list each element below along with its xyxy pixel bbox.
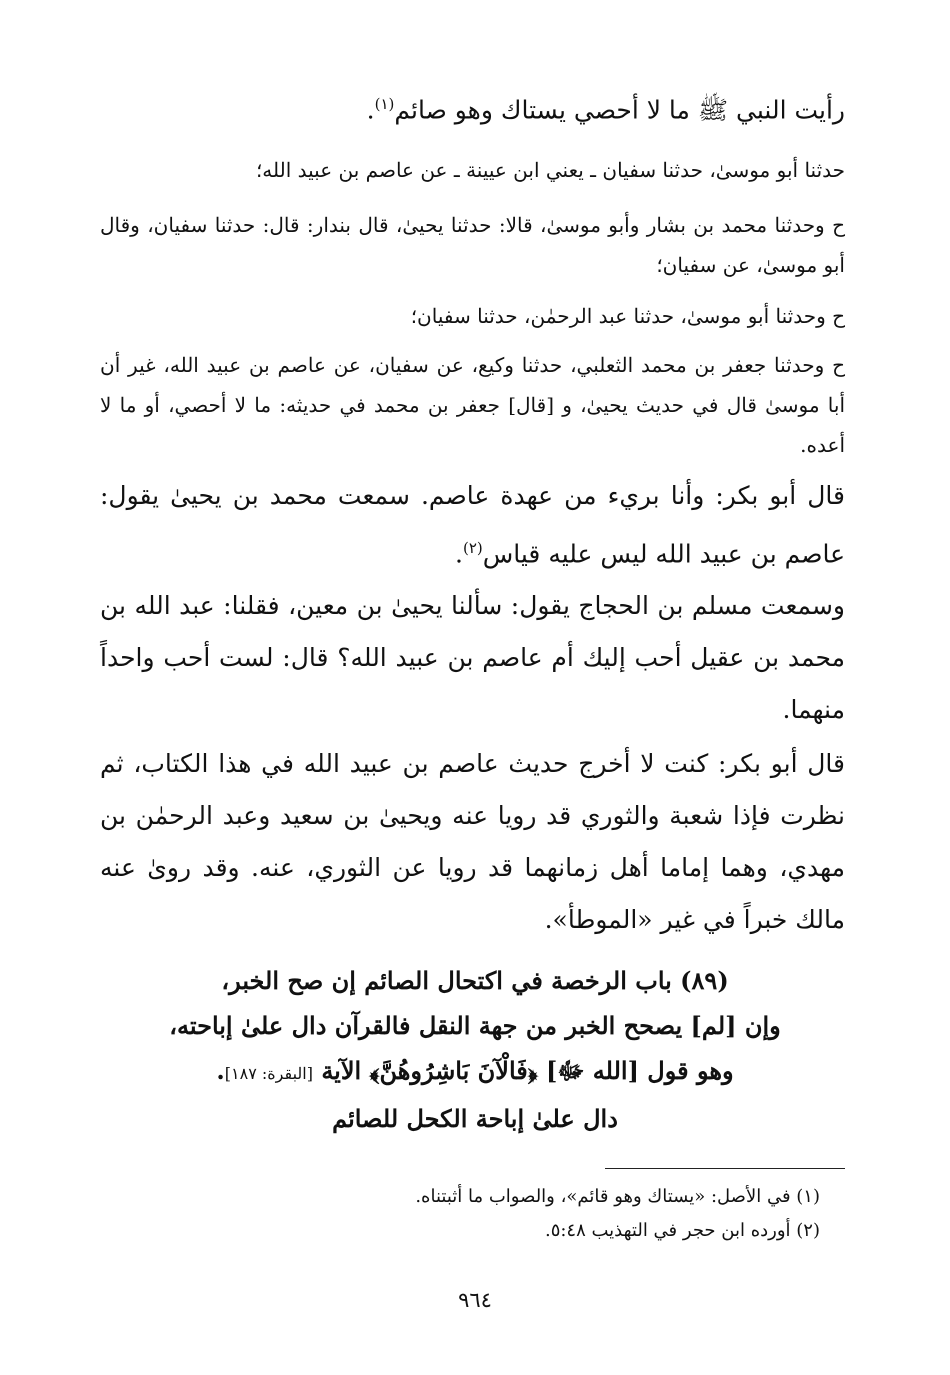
paragraph-3: ح وحدثنا محمد بن بشار وأبو موسىٰ، قالا: حدثنا يحيىٰ، قال بندار: قال: حدثنا سفيان، وقال أبو موسىٰ، عن سفيان؛ <box>100 213 845 277</box>
paragraph-1-text: رأيت النبي ﷺ ما لا أحصي يستاك وهو صائم <box>394 95 845 125</box>
page-number: ٩٦٤ <box>458 1288 492 1312</box>
footnote-separator <box>605 1168 845 1169</box>
paragraph-6-end: . <box>455 539 463 569</box>
quran-reference: [البقرة: ١٨٧] <box>224 1064 313 1083</box>
paragraph-8: قال أبو بكر: كنت لا أخرج حديث عاصم بن عبيد الله في هذا الكتاب، ثم نظرت فإذا شعبة والثوري قد رويا عنه ويحيىٰ بن سعيد وعبد الرحمٰن بن مهدي، وهما إماما أهل زمانهما قد رويا عن الثوري، عنه. وقد روىٰ عنه مالك خبراً في غير «الموطأ». <box>100 749 845 934</box>
heading-line-3 <box>100 1048 850 1096</box>
paragraph-5: ح وحدثنا جعفر بن محمد الثعلبي، حدثنا وكيع، عن سفيان، عن عاصم بن عبيد الله، غير أن أبا موسىٰ قال في حديث يحيىٰ، و [قال] جعفر بن محمد في حديثه: ما لا أحصي، أو ما لا أعده. <box>100 353 845 457</box>
heading-line-3-end: . <box>216 1056 225 1085</box>
heading-line-2: وإن [لم] يصحح الخبر من جهة النقل فالقرآن دال علىٰ إباحته، <box>169 1011 781 1040</box>
paragraph-4: ح وحدثنا أبو موسىٰ، حدثنا عبد الرحمٰن، حدثنا سفيان؛ <box>410 304 845 328</box>
paragraph-1-end: . <box>366 95 375 125</box>
paragraph-6-text: قال أبو بكر: وأنا بريء من عهدة عاصم. سمعت محمد بن يحيىٰ يقول: عاصم بن عبيد الله ليس عليه قياس <box>100 481 845 569</box>
footnote-ref-1: (١) <box>374 95 395 113</box>
paragraph-6 <box>100 470 845 580</box>
paragraph-7: وسمعت مسلم بن الحجاج يقول: سألنا يحيىٰ بن معين، فقلنا: عبد الله بن محمد بن عقيل أحب إليك أم عاصم بن عبيد الله؟ قال: لست أحب واحداً منهما. <box>100 591 845 724</box>
footnote-ref-2: (٢) <box>462 539 483 557</box>
footnote-1: (١) في الأصل: «يستاك وهو قائم»، والصواب ما أثبتناه. <box>415 1186 820 1207</box>
footnote-2: (٢) أورده ابن حجر في التهذيب ٥:٤٨. <box>544 1220 820 1241</box>
heading-line-4: دال علىٰ إباحة الكحل للصائم <box>332 1104 618 1133</box>
chapter-heading <box>100 958 850 1141</box>
heading-line-3-text: وهو قول [الله ﷻ] ﴿فَالْآنَ بَاشِرُوهُنَّ﴾ الآية <box>321 1056 734 1085</box>
footnotes <box>100 1180 820 1248</box>
heading-line-1: (٨٩) باب الرخصة في اكتحال الصائم إن صح الخبر، <box>221 966 729 995</box>
paragraph-1 <box>100 78 845 136</box>
paragraph-2: حدثنا أبو موسىٰ، حدثنا سفيان ـ يعني ابن عيينة ـ عن عاصم بن عبيد الله؛ <box>255 158 845 182</box>
